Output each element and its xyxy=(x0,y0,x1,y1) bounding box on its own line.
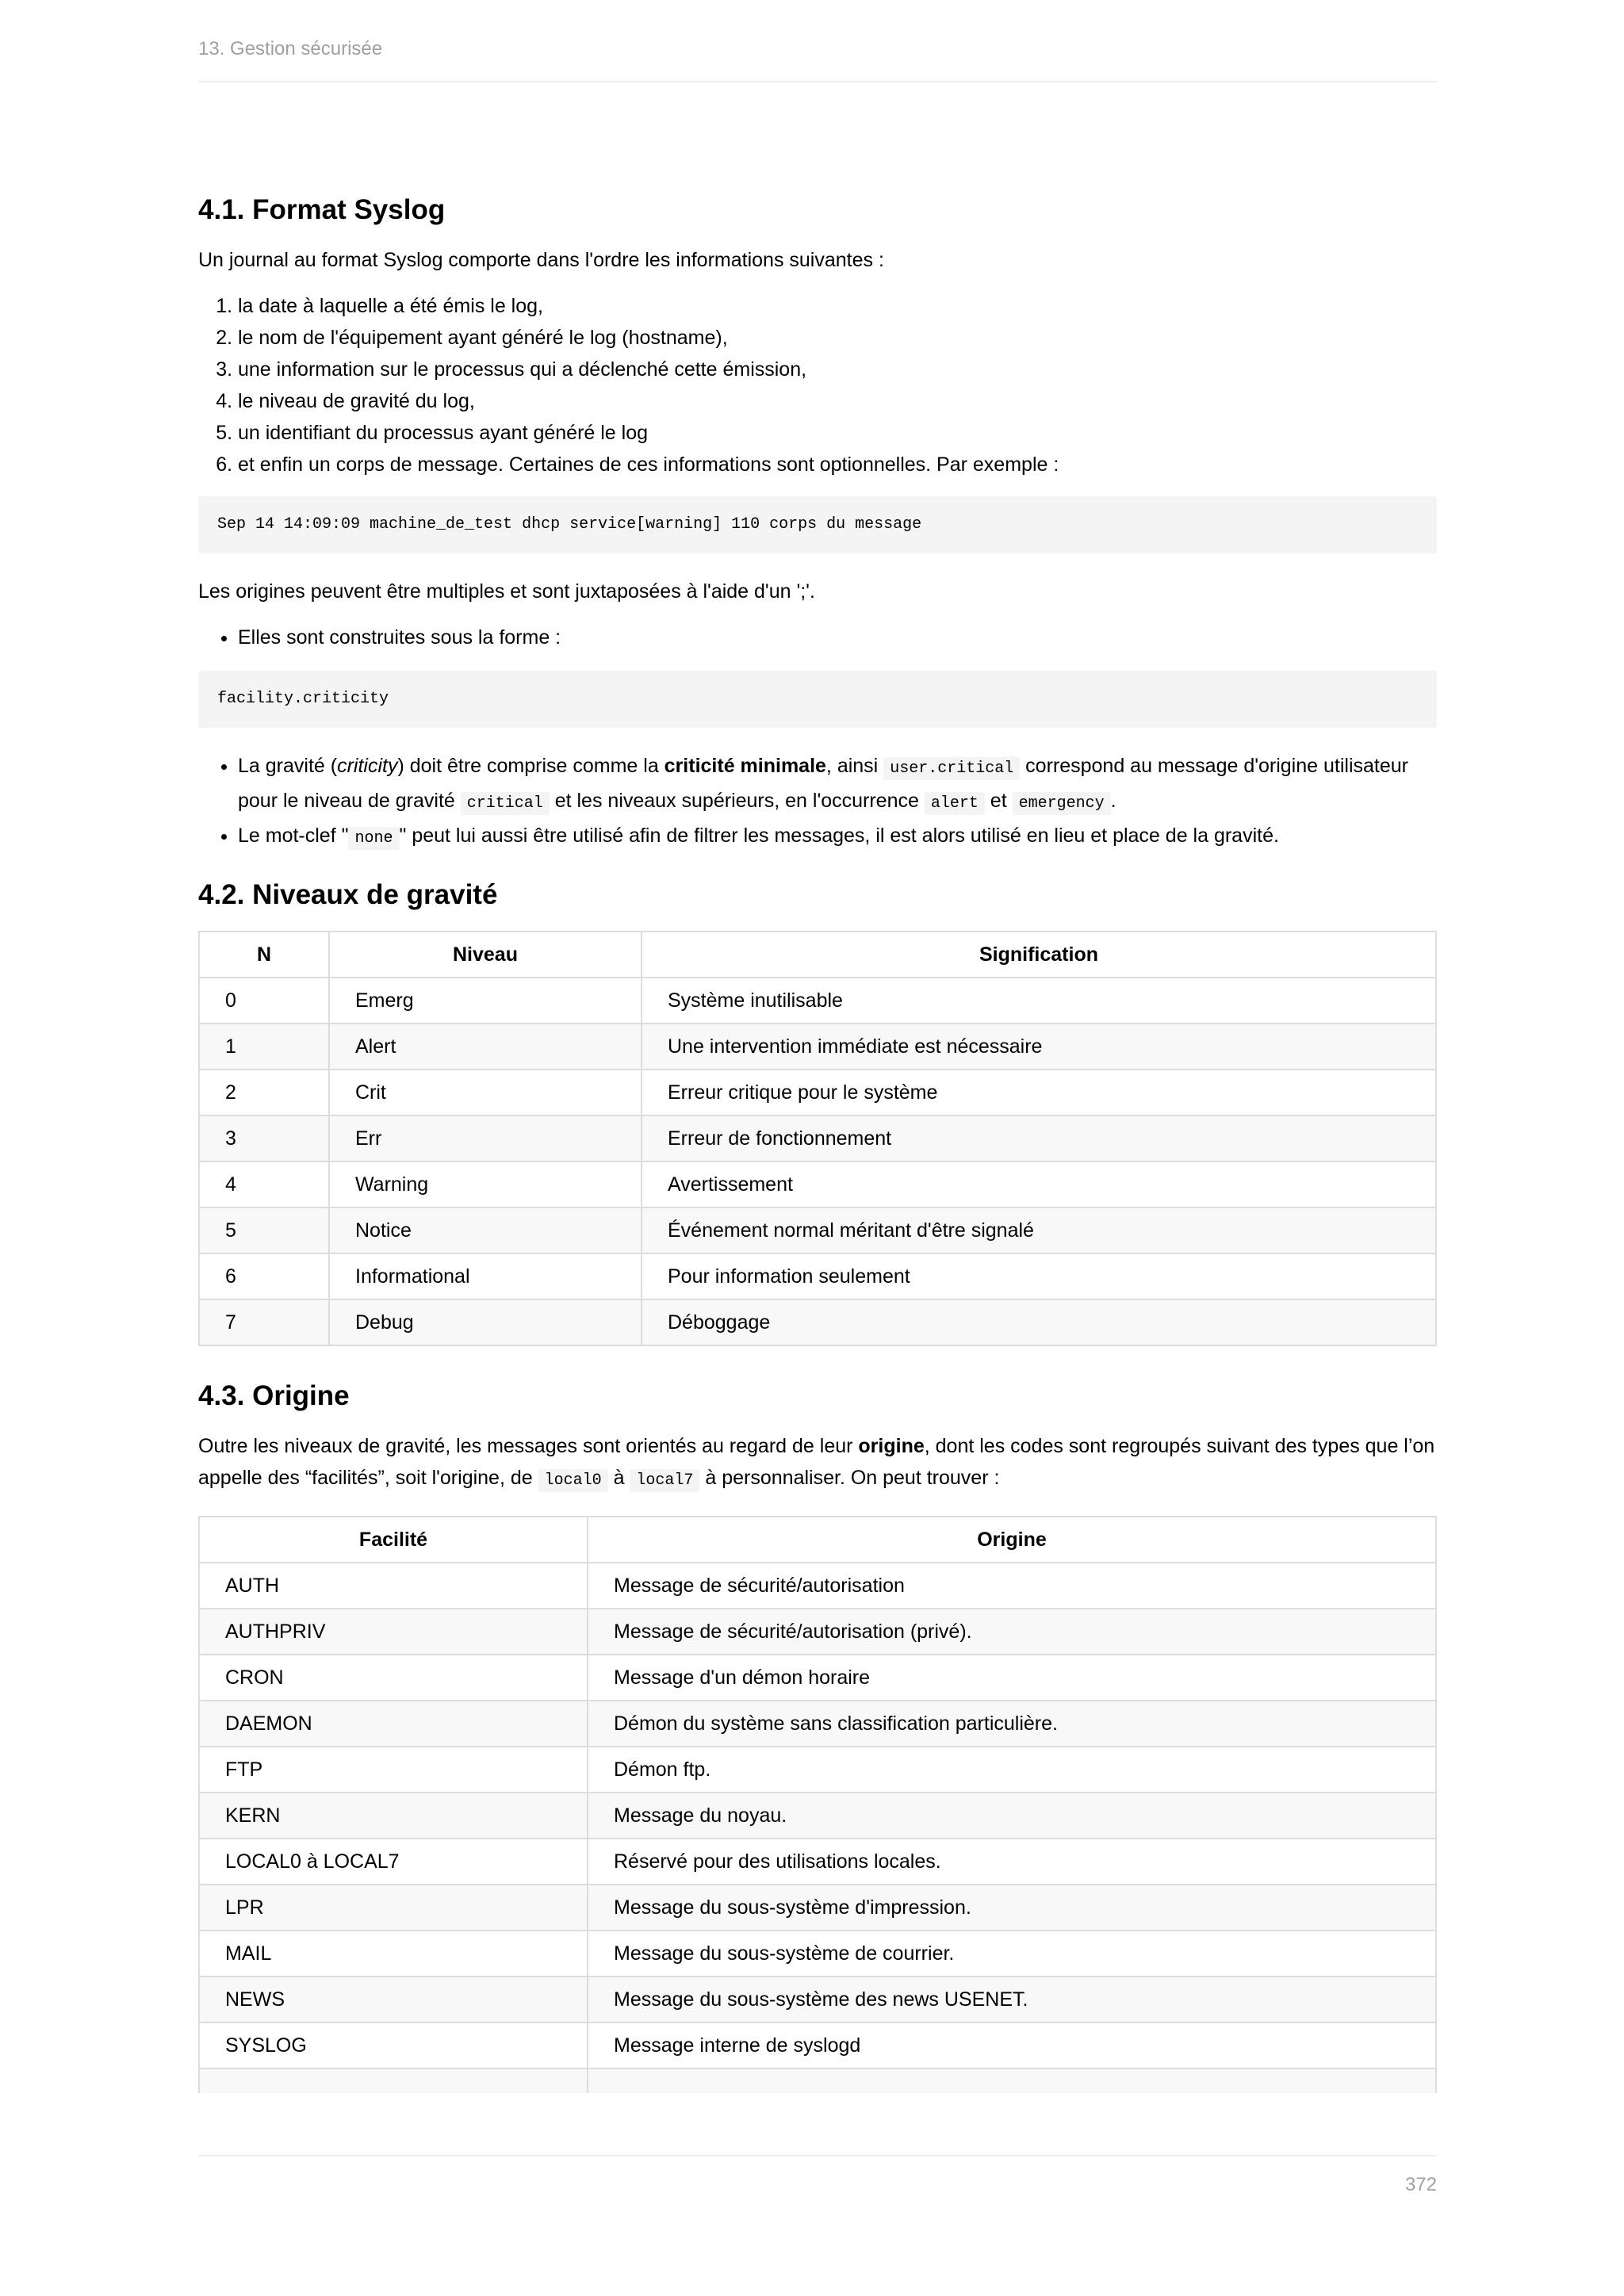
column-header: Origine xyxy=(588,1517,1436,1563)
table-row: 7 Debug Déboggage xyxy=(199,1299,1436,1345)
table-row: KERN Message du noyau. xyxy=(199,1793,1436,1839)
inline-code: user.critical xyxy=(883,757,1020,780)
table-row: CRON Message d'un démon horaire xyxy=(199,1655,1436,1701)
table-row: 4 Warning Avertissement xyxy=(199,1161,1436,1207)
table-row: 0 Emerg Système inutilisable xyxy=(199,978,1436,1024)
table-row: SYSLOG Message interne de syslogd xyxy=(199,2022,1436,2068)
page-content xyxy=(198,190,1437,2093)
section-title-format-syslog: 4.1. Format Syslog xyxy=(198,194,446,225)
table-row: 3 Err Erreur de fonctionnement xyxy=(199,1115,1436,1161)
syslog-example-code: Sep 14 14:09:09 machine_de_test dhcp service[warning] 110 corps du message xyxy=(198,496,1437,553)
severity-table xyxy=(198,931,1437,1346)
column-header: Signification xyxy=(642,932,1436,978)
inline-code: emergency xyxy=(1013,792,1111,815)
list-item-none-keyword: • Le mot-clef " none " peut lui aussi être utilisé afin de filtrer les messages, il est alors utilisé en lieu et place de la gravité. xyxy=(238,820,1437,855)
facility-form-code: facility.criticity xyxy=(198,671,1437,728)
table-row: 1 Alert Une intervention immédiate est nécessaire xyxy=(199,1024,1436,1070)
running-header xyxy=(198,38,1437,82)
page-number: 372 xyxy=(1404,2174,1437,2195)
inline-code: local0 xyxy=(538,1469,608,1492)
table-row: FTP Démon ftp. xyxy=(199,1747,1436,1793)
inline-code: local7 xyxy=(630,1469,699,1492)
table-row: DAEMON Démon du système sans classification particulière. xyxy=(199,1701,1436,1747)
table-row: LPR Message du sous-système d'impression. xyxy=(199,1885,1436,1931)
column-header: N xyxy=(199,932,329,978)
list-item: 3. une information sur le processus qui a déclenché cette émission, xyxy=(238,354,1437,385)
facility-table xyxy=(198,1516,1437,2093)
criticity-emphasis: criticité minimale xyxy=(664,755,826,777)
list-item: 5. un identifiant du processus ayant généré le log xyxy=(238,417,1437,449)
table-header-row xyxy=(199,932,1436,978)
list-item: 4. le niveau de gravité du log, xyxy=(238,385,1437,417)
list-item-criticity: • La gravité (criticity) doit être comprise comme la criticité minimale, ainsi user.critical correspond au message d'origine utilisateur pour le niveau de gravité critical et les niveaux supérieurs, en l'occurrence alert et emergency . xyxy=(238,750,1437,820)
table-row: LOCAL0 à LOCAL7 Réservé pour des utilisations locales. xyxy=(199,1839,1436,1885)
section-title-severity-levels: 4.2. Niveaux de gravité xyxy=(198,879,498,910)
column-header: Facilité xyxy=(199,1517,588,1563)
origin-emphasis: origine xyxy=(858,1435,925,1457)
table-header-row xyxy=(199,1517,1436,1563)
syslog-fields-list xyxy=(198,290,1437,480)
criticity-term: criticity xyxy=(337,755,398,777)
list-item: 2. le nom de l'équipement ayant généré le log (hostname), xyxy=(238,322,1437,354)
table-row-cut xyxy=(199,2068,1436,2093)
inline-code: none xyxy=(348,827,399,850)
table-row: 5 Notice Événement normal méritant d'être signalé xyxy=(199,1207,1436,1253)
criticity-bullet-list xyxy=(198,750,1437,855)
table-row: AUTHPRIV Message de sécurité/autorisation (privé). xyxy=(199,1609,1436,1655)
table-row: AUTH Message de sécurité/autorisation xyxy=(199,1563,1436,1609)
table-row: 6 Informational Pour information seulement xyxy=(199,1253,1436,1299)
table-row: NEWS Message du sous-système des news USENET. xyxy=(199,1976,1436,2022)
origin-intro: Outre les niveaux de gravité, les messages sont orientés au regard de leur origine, dont les codes sont regroupés suivant des types que l’on appelle des “facilités”, soit l'origine, de local0 à local7 à personnaliser. On peut trouver : xyxy=(198,1430,1437,1497)
chapter-title: 13. Gestion sécurisée xyxy=(198,38,383,59)
column-header: Niveau xyxy=(329,932,642,978)
section-title-origin: 4.3. Origine xyxy=(198,1380,350,1411)
list-item: 1. la date à laquelle a été émis le log, xyxy=(238,290,1437,322)
table-row: 2 Crit Erreur critique pour le système xyxy=(199,1070,1436,1115)
list-item: 6. et enfin un corps de message. Certaines de ces informations sont optionnelles. Par exemple : xyxy=(238,449,1437,480)
form-bullet-list xyxy=(198,622,1437,653)
table-row: MAIL Message du sous-système de courrier. xyxy=(199,1931,1436,1976)
inline-code: alert xyxy=(925,792,985,815)
facility-table-wrapper xyxy=(198,1516,1437,2093)
list-item: • Elles sont construites sous la forme : xyxy=(238,622,1437,653)
syslog-intro: Un journal au format Syslog comporte dans l'ordre les informations suivantes : xyxy=(198,249,884,271)
page-footer xyxy=(198,2155,1437,2196)
origins-text: Les origines peuvent être multiples et sont juxtaposées à l'aide d'un ';'. xyxy=(198,580,815,603)
inline-code: critical xyxy=(461,792,550,815)
